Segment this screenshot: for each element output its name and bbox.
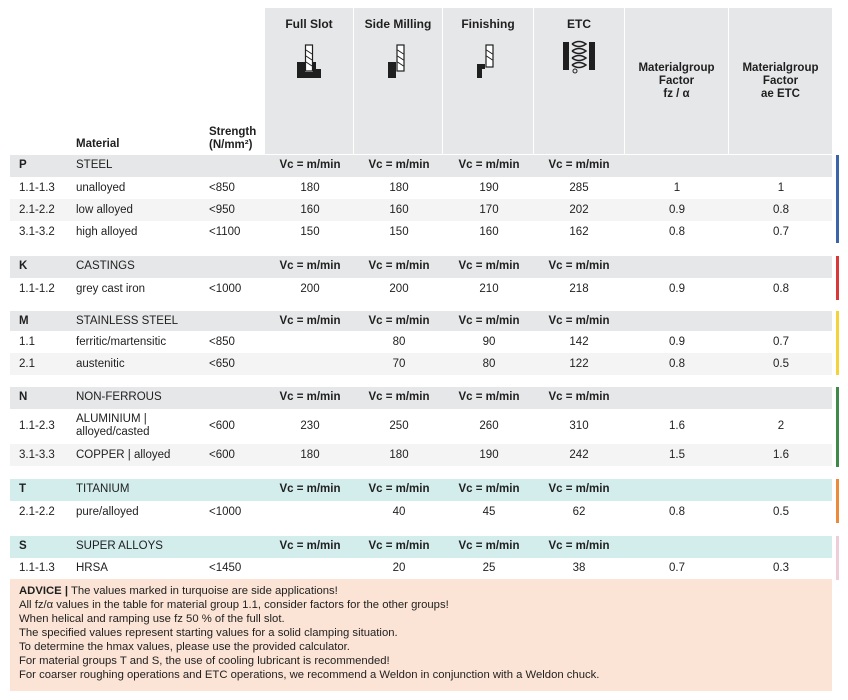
vc-value: 180: [300, 449, 320, 461]
vc-value: 25: [482, 562, 496, 574]
advice-line: For coarser roughing operations and ETC operations, we recommend a Weldon in conjunction with a Weldon chuck.: [19, 669, 600, 681]
factor-ae-value: 0.8: [773, 204, 789, 216]
factor-ae-value: 1.6: [773, 449, 789, 461]
group-name: SUPER ALLOYS: [76, 540, 163, 552]
material-name: low alloyed: [76, 204, 133, 216]
col-title: Side Milling: [364, 17, 432, 31]
factor-fz-title: Materialgroup Factor fz / α: [638, 62, 715, 100]
factor-ae-value: 0.7: [773, 336, 789, 348]
full-slot-icon: [296, 42, 322, 81]
strength-value: <600: [209, 420, 235, 432]
vc-value: 160: [479, 226, 499, 238]
factor-fz-value: 0.8: [669, 358, 685, 370]
factor-ae-value: 0.5: [773, 358, 789, 370]
col-side-milling: [354, 8, 442, 154]
group-code: K: [19, 260, 28, 272]
vc-value: 150: [300, 226, 320, 238]
vc-label: Vc = m/min: [368, 483, 430, 495]
strength-value: <850: [209, 182, 235, 194]
material-name: ferritic/martensitic: [76, 336, 167, 348]
strength-value: <650: [209, 358, 235, 370]
vc-value: 90: [482, 336, 496, 348]
factor-ae-title: Materialgroup Factor ae ETC: [742, 62, 819, 100]
vc-value: 180: [389, 449, 409, 461]
factor-fz-value: 1.5: [669, 449, 685, 461]
vc-value: 142: [569, 336, 589, 348]
factor-fz-value: 0.9: [669, 204, 685, 216]
group-color-bar: [836, 536, 839, 580]
vc-value: 190: [479, 449, 499, 461]
material-id: 2.1-2.2: [19, 506, 55, 518]
vc-value: 45: [482, 506, 496, 518]
vc-label: Vc = m/min: [548, 260, 610, 272]
advice-line: The specified values represent starting values for a solid clamping situation.: [19, 627, 398, 639]
vc-value: 190: [479, 182, 499, 194]
vc-value: 202: [569, 204, 589, 216]
factor-ae-value: 0.7: [773, 226, 789, 238]
vc-value: 122: [569, 358, 589, 370]
group-name: NON-FERROUS: [76, 391, 162, 403]
vc-label: Vc = m/min: [458, 159, 520, 171]
group-name: CASTINGS: [76, 260, 135, 272]
vc-value: 160: [300, 204, 320, 216]
factor-fz-value: 1.6: [669, 420, 685, 432]
material-name: unalloyed: [76, 182, 126, 194]
vc-label: Vc = m/min: [548, 391, 610, 403]
vc-value: 80: [482, 358, 496, 370]
factor-ae-value: 1: [777, 182, 785, 194]
vc-value: 250: [389, 420, 409, 432]
vc-value: 162: [569, 226, 589, 238]
group-code: M: [19, 315, 29, 327]
group-code: P: [19, 159, 27, 171]
vc-value: 200: [389, 283, 409, 295]
vc-label: Vc = m/min: [458, 540, 520, 552]
vc-label: Vc = m/min: [458, 483, 520, 495]
vc-value: 218: [569, 283, 589, 295]
advice-line: When helical and ramping use fz 50 % of the full slot.: [19, 613, 285, 625]
vc-label: Vc = m/min: [458, 391, 520, 403]
vc-value: 200: [300, 283, 320, 295]
vc-label: Vc = m/min: [279, 540, 341, 552]
material-id: 1.1-2.3: [19, 420, 55, 432]
factor-fz-value: 0.7: [669, 562, 685, 574]
vc-value: 62: [572, 506, 586, 518]
group-color-bar: [836, 311, 839, 375]
vc-label: Vc = m/min: [279, 391, 341, 403]
factor-fz-value: 0.8: [669, 226, 685, 238]
vc-value: 80: [392, 336, 406, 348]
vc-label: Vc = m/min: [279, 159, 341, 171]
vc-value: 170: [479, 204, 499, 216]
vc-value: 160: [389, 204, 409, 216]
factor-ae-value: 0.5: [773, 506, 789, 518]
col-finishing: [443, 8, 533, 154]
vc-label: Vc = m/min: [548, 315, 610, 327]
material-id: 2.1-2.2: [19, 204, 55, 216]
group-name: TITANIUM: [76, 483, 130, 495]
vc-label: Vc = m/min: [279, 483, 341, 495]
col-full-slot: [265, 8, 353, 154]
group-name: STAINLESS STEEL: [76, 315, 179, 327]
strength-value: <1100: [209, 226, 241, 238]
vc-label: Vc = m/min: [368, 540, 430, 552]
vc-value: 40: [392, 506, 406, 518]
material-name: pure/alloyed: [76, 506, 139, 518]
material-id: 1.1-1.3: [19, 562, 55, 574]
material-id: 2.1: [19, 358, 35, 370]
factor-fz-value: 0.9: [669, 336, 685, 348]
strength-value: <950: [209, 204, 235, 216]
material-header: Material: [76, 138, 120, 150]
vc-label: Vc = m/min: [548, 540, 610, 552]
advice-line: To determine the hmax values, please use the provided calculator.: [19, 641, 350, 653]
material-id: 3.1-3.3: [19, 449, 55, 461]
side-milling-icon: [387, 42, 409, 81]
material-name: austenitic: [76, 358, 125, 370]
vc-label: Vc = m/min: [548, 159, 610, 171]
strength-value: <600: [209, 449, 235, 461]
group-code: T: [19, 483, 27, 495]
strength-value: <1000: [209, 283, 242, 295]
group-code: S: [19, 540, 27, 552]
group-color-bar: [836, 155, 839, 243]
vc-label: Vc = m/min: [548, 483, 610, 495]
advice-line: For material groups T and S, the use of cooling lubricant is recommended!: [19, 655, 390, 667]
advice-line: All fz/α values in the table for material group 1.1, consider factors for the other groups!: [19, 599, 449, 611]
group-color-bar: [836, 479, 839, 523]
factor-fz-value: 0.9: [669, 283, 685, 295]
vc-value: 230: [300, 420, 320, 432]
vc-label: Vc = m/min: [368, 159, 430, 171]
material-name-line: ALUMINIUM |: [76, 413, 147, 425]
vc-value: 285: [569, 182, 589, 194]
group-color-bar: [836, 387, 839, 467]
vc-value: 260: [479, 420, 499, 432]
vc-label: Vc = m/min: [458, 315, 520, 327]
vc-value: 38: [572, 562, 586, 574]
vc-value: 242: [569, 449, 589, 461]
material-name: HRSA: [76, 562, 108, 574]
col-title: Finishing: [461, 17, 515, 31]
advice-box: [10, 579, 832, 691]
group-color-bar: [836, 256, 839, 300]
strength-value: <850: [209, 336, 235, 348]
vc-value: 210: [479, 283, 499, 295]
etc-icon: [562, 38, 596, 77]
vc-label: Vc = m/min: [458, 260, 520, 272]
vc-value: 70: [392, 358, 406, 370]
strength-header: Strength (N/mm²): [209, 126, 257, 151]
col-factor-ae: [729, 8, 832, 154]
vc-value: 150: [389, 226, 409, 238]
group-name: STEEL: [76, 159, 113, 171]
factor-fz-value: 1: [673, 182, 681, 194]
col-etc: [534, 8, 624, 154]
material-id: 3.1-3.2: [19, 226, 55, 238]
strength-value: <1450: [209, 562, 242, 574]
material-name-line: alloyed/casted: [76, 426, 150, 438]
material-id: 1.1-1.2: [19, 283, 55, 295]
vc-label: Vc = m/min: [368, 260, 430, 272]
factor-ae-value: 0.3: [773, 562, 789, 574]
material-name: COPPER | alloyed: [76, 449, 171, 461]
vc-value: 180: [300, 182, 320, 194]
factor-ae-value: 2: [777, 420, 785, 432]
advice-line: ADVICE | The values marked in turquoise are side applications!: [19, 585, 338, 597]
material-id: 1.1: [19, 336, 35, 348]
advice-label: ADVICE: [19, 585, 62, 597]
vc-value: 180: [389, 182, 409, 194]
vc-label: Vc = m/min: [368, 315, 430, 327]
material-name: [76, 413, 150, 439]
vc-label: Vc = m/min: [368, 391, 430, 403]
strength-value: <1000: [209, 506, 242, 518]
col-title: ETC: [567, 17, 591, 31]
factor-ae-value: 0.8: [773, 283, 789, 295]
vc-label: Vc = m/min: [279, 260, 341, 272]
vc-value: 310: [569, 420, 589, 432]
factor-fz-value: 0.8: [669, 506, 685, 518]
col-factor-fz: [625, 8, 728, 154]
group-code: N: [19, 391, 28, 403]
finishing-icon: [476, 42, 500, 81]
material-id: 1.1-1.3: [19, 182, 55, 194]
material-name: grey cast iron: [76, 283, 146, 295]
col-title: Full Slot: [285, 17, 333, 31]
vc-value: 20: [392, 562, 406, 574]
vc-label: Vc = m/min: [279, 315, 341, 327]
material-name: high alloyed: [76, 226, 138, 238]
